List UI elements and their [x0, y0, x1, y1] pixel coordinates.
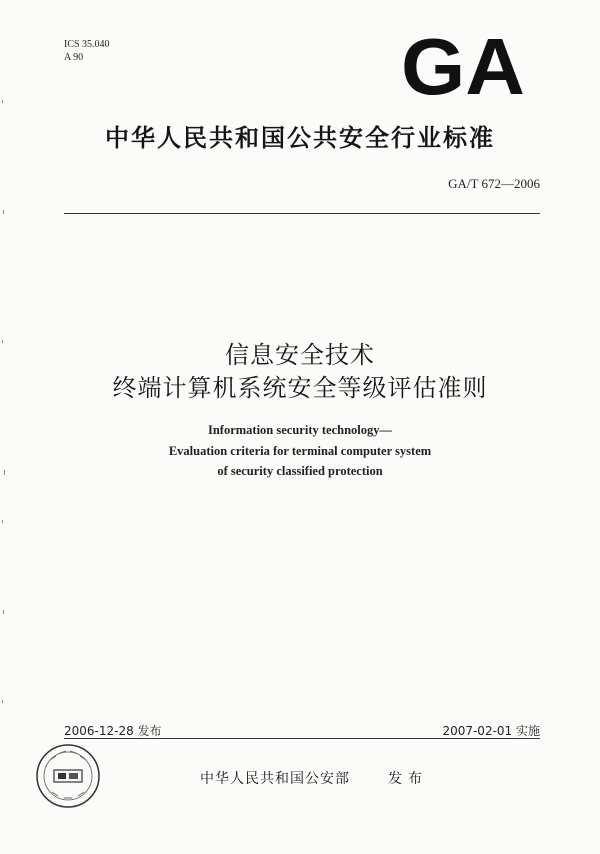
ccs-code: A 90: [64, 52, 84, 63]
ics-code: ICS 35.040: [64, 39, 110, 50]
title-en-line2: Evaluation criteria for terminal computer system: [168, 444, 432, 458]
classification-codes: [64, 38, 110, 64]
standard-type-heading: 中华人民共和国公共安全行业标准: [105, 124, 495, 152]
publisher-name: 中华人民共和国公安部: [200, 771, 350, 787]
title-en-line3: of security classified protection: [217, 464, 383, 478]
title-en-line1: Information security technology—: [207, 423, 392, 437]
publish-label: 发布: [388, 771, 428, 787]
implementation-date: 2007-02-01 实施: [442, 724, 540, 738]
standard-code: GA/T 672—2006: [448, 176, 540, 191]
issue-date: 2006-12-28 发布: [64, 724, 162, 738]
ga-logo: [398, 30, 528, 100]
title-zh-line1: 信息安全技术: [225, 341, 375, 369]
bottom-divider: [64, 738, 540, 739]
ga-logo-text: GA: [401, 30, 525, 100]
official-seal-icon: [34, 742, 102, 810]
top-divider: [64, 213, 540, 214]
title-zh-line2: 终端计算机系统安全等级评估准则: [112, 374, 488, 402]
